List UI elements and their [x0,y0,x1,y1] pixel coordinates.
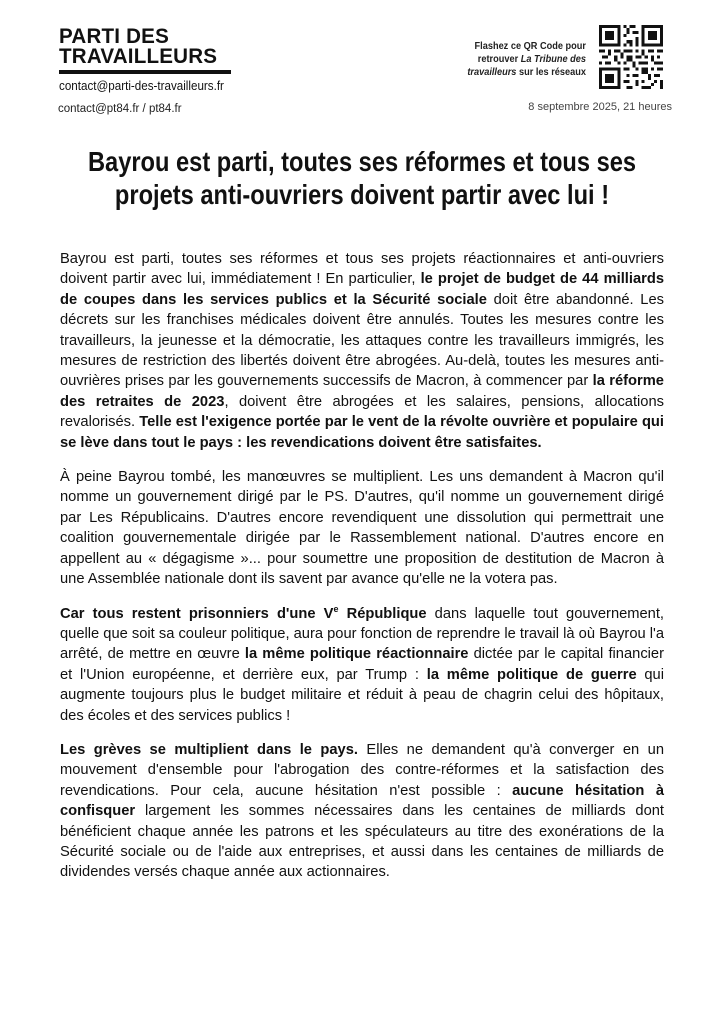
qr-code-icon[interactable] [599,25,663,89]
qr-caption-line-3: travailleurs sur les réseaux [467,67,586,78]
page-title: Bayrou est parti, toutes ses réformes et tous ses projets anti-ouvriers doivent partir avec lui ! [87,146,637,210]
local-contact: contact@pt84.fr / pt84.fr [58,103,182,115]
qr-caption-line-1: Flashez ce QR Code pour [474,41,586,52]
logo-line-1: PARTI DES [59,25,170,48]
logo-line-2: TRAVAILLEURS [59,45,218,68]
publication-date: 8 septembre 2025, 21 heures [528,101,672,113]
logo-contact-email: contact@parti-des-travailleurs.fr [59,79,224,93]
qr-caption-line-2: retrouver La Tribune des [477,54,586,65]
party-logo [59,27,231,93]
paragraph-2: À peine Bayrou tombé, les manœuvres se multiplient. Les uns demandent à Macron qu'il nomme un gouvernement dirigé par le PS. D'autres, qu'il nomme un gouvernement dirigé par Les Républicains. D'autres encore revendiquent une dissolution qui permettrait une coalition gouvernementale dirigée par le Rassemblement national. D'autres encore en appellent au « dégagisme »... pour soumettre une proposition de destitution de Macron à une Assemblée nationale dont ils savent par avance qu'elle ne la votera pas. [60,469,664,588]
article-body [60,249,664,897]
logo-rule [59,70,231,74]
paragraph-4: Les grèves se multiplient dans le pays. Elles ne demandent qu'à converger en un mouvement d'ensemble pour l'abrogation des contre-réformes et la satisfaction des revendications. Pour cela, aucune hésitation n'est possible : aucune hésitation à confisquer largement les sommes nécessaires dans les centaines de milliards dont bénéficient chaque année les patrons et les spéculateurs au titre des exonérations de la Sécurité sociale ou de l'aide aux entreprises, et aussi dans les centaines de milliards de dividendes versés chaque année aux actionnaires. [60,741,664,881]
paragraph-3: Car tous restent prisonniers d'une Ve République dans laquelle tout gouvernement, quelle que soit sa couleur politique, aura pour fonction de reprendre le travail là où Bayrou l'a arrêté, de mettre en œuvre la même politique réactionnaire dictée par le capital financier et l'Union européenne, et derrière eux, par Trump : la même politique de guerre qui augmente toujours plus le budget militaire et réduit à peau de chagrin celui des hôpitaux, des écoles et des services publics ! [60,603,665,724]
qr-caption [467,40,586,79]
paragraph-1: Bayrou est parti, toutes ses réformes et tous ses projets réactionnaires et anti-ouvriers doivent partir avec lui, immédiatement ! En particulier, le projet de budget de 44 milliards de coupes dans les services publics et la Sécurité sociale doit être abandonné. Les décrets sur les franchises médicales doivent être annulés. Toutes les mesures contre les travailleurs, la jeunesse et la démocratie, les attaques contre les travailleurs immigrés, les mesures de restriction des libertés doivent être abrogées. Au-delà, toutes les mesures anti-ouvrières prises par les gouvernements successifs de Macron, à commencer par la réforme des retraites de 2023, doivent être abrogées et les salaires, pensions, allocations revalorisés. Telle est l'exigence portée par le vent de la révolte ouvrière et populaire qui se lève dans tout le pays : les revendications doivent être satisfaites. [60,251,664,451]
